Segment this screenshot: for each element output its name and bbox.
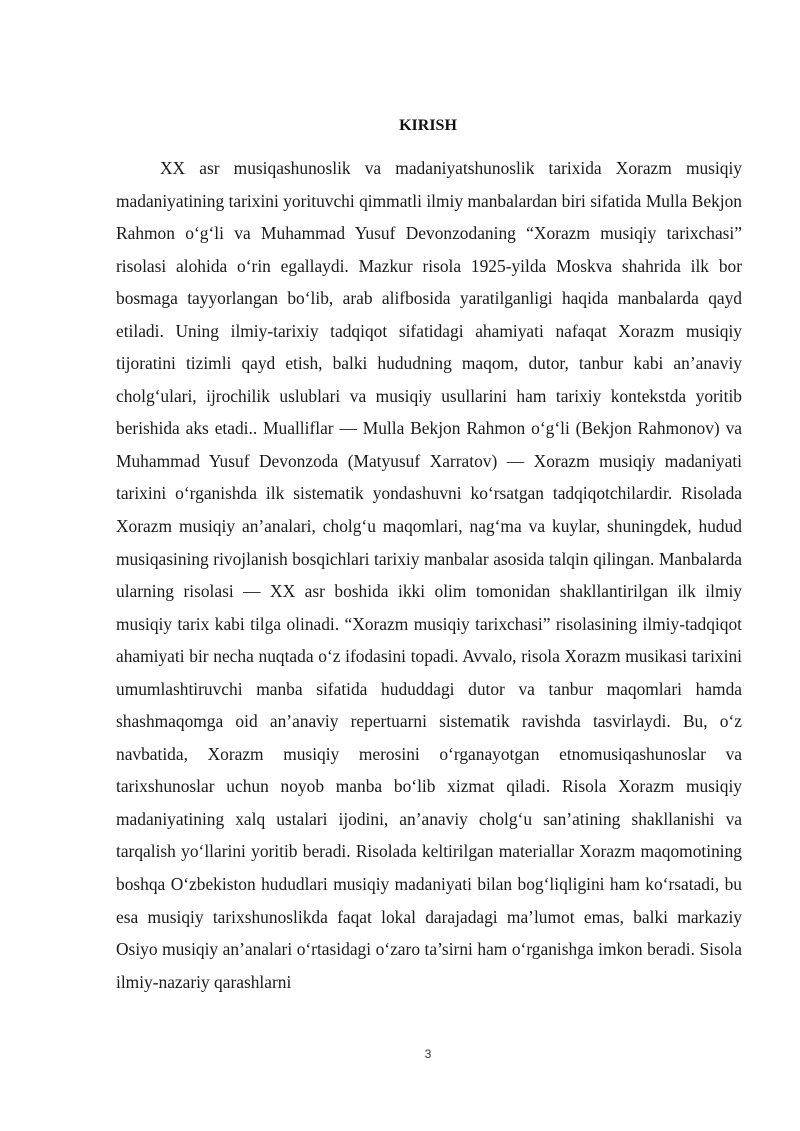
- page-number: 3: [424, 1047, 432, 1061]
- body-paragraph: XX asr musiqashunoslik va madaniyatshunoslik tarixida Xorazm musiqiy madaniyatining tarixini yorituvchi qimmatli ilmiy manbalardan biri sifatida Mulla Bekjon Rahmon o‘g‘li va Muhammad Yusuf Devonzodaning “Xorazm musiqiy tarixchasi” risolasi alohida o‘rin egallaydi. Mazkur risola 1925-yilda Moskva shahrida ilk bor bosmaga tayyorlangan bo‘lib, arab alifbosida yaratilganligi haqida manbalarda qayd etiladi. Uning ilmiy-tarixiy tadqiqot sifatidagi ahamiyati nafaqat Xorazm musiqiy tijoratini tizimli qayd etish, balki hududning maqom, dutor, tanbur kabi an’anaviy cholg‘ulari, ijrochilik uslublari va musiqiy usullarini ham tarixiy kontekstda yoritib berishida aks etadi.. Mualliflar — Mulla Bekjon Rahmon o‘g‘li (Bekjon Rahmonov) va Muhammad Yusuf Devonzoda (Matyusuf Xarratov) — Xorazm musiqiy madaniyati tarixini o‘rganishda ilk sistematik yondashuvni ko‘rsatgan tadqiqotchilardir. Risolada Xorazm musiqiy an’analari, cholg‘u maqomlari, nag‘ma va kuylar, shuningdek, hudud musiqasining rivojlanish bosqichlari tarixiy manbalar asosida talqin qilingan. Manbalarda ularning risolasi — XX asr boshida ikki olim tomonidan shakllantirilgan ilk ilmiy musiqiy tarix kabi tilga olinadi. “Xorazm musiqiy tarixchasi” risolasining ilmiy-tadqiqot ahamiyati bir necha nuqtada o‘z ifodasini topadi. Avvalo, risola Xorazm musikasi tarixini umumlashtiruvchi manba sifatida hududdagi dutor va tanbur maqomlari hamda shashmaqomga oid an’anaviy repertuarni sistematik ravishda tasvirlaydi. Bu, o‘z navbatida, Xorazm musiqiy merosini o‘rganayotgan etnomusiqashunoslar va tarixshunoslar uchun noyob manba bo‘lib xizmat qiladi. Risola Xorazm musiqiy madaniyatining xalq ustalari ijodini, an’anaviy cholg‘u san’atining shakllanishi va tarqalish yo‘llarini yoritib beradi. Risolada keltirilgan materiallar Xorazm maqomotining boshqa O‘zbekiston hududlari musiqiy madaniyati bilan bog‘liqligini ham ko‘rsatadi, bu esa musiqiy tarixshunoslikda faqat lokal darajadagi ma’lumot emas, balki markaziy Osiyo musiqiy an’analari o‘rtasidagi o‘zaro ta’sirni ham o‘rganishga imkon beradi. Sisola ilmiy-nazariy qarashlarni: [116, 158, 742, 992]
- section-heading: KIRISH: [399, 117, 457, 134]
